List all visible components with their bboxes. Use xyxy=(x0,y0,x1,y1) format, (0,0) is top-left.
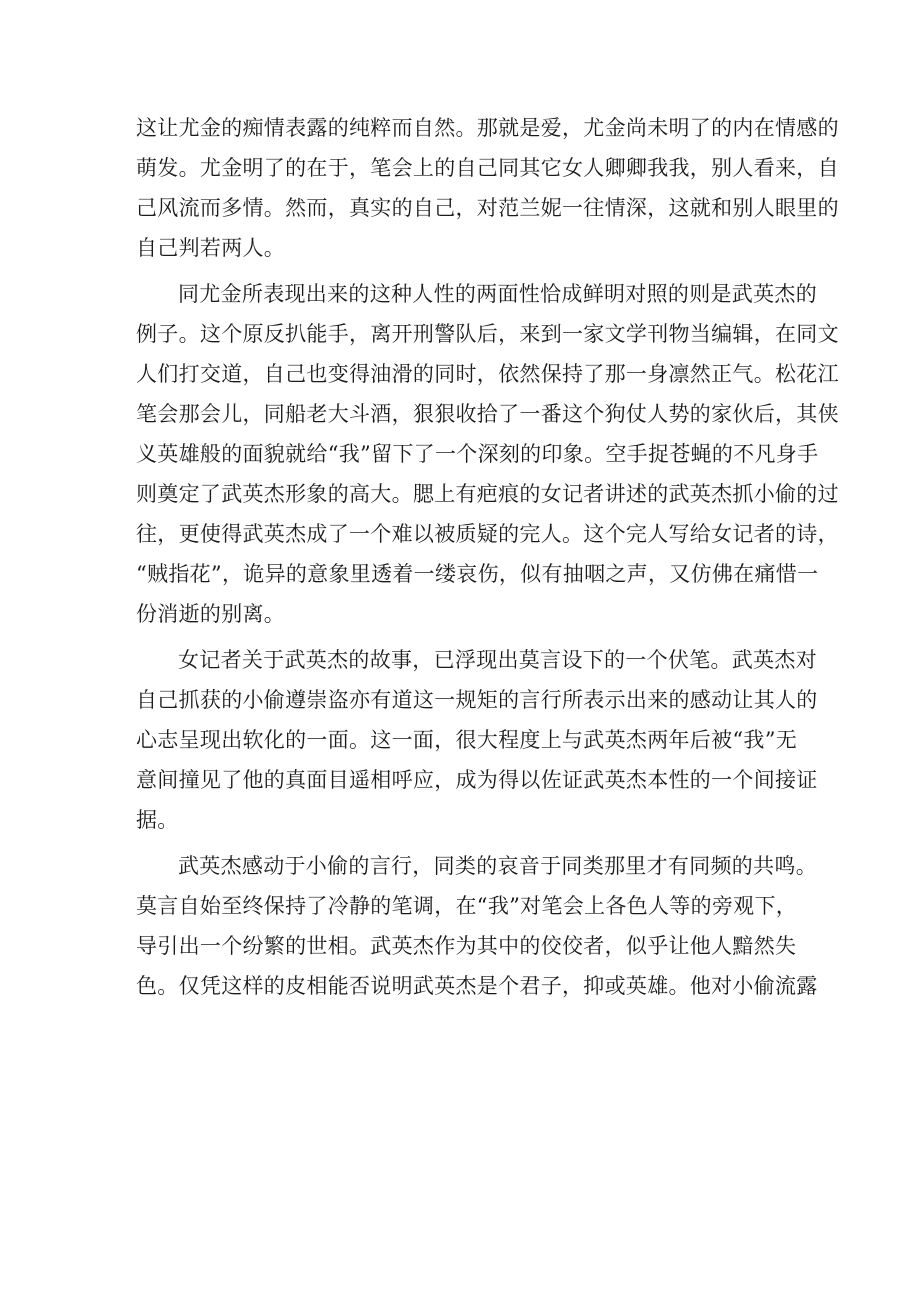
paragraph-2 xyxy=(136,274,839,634)
text-line: 份消逝的别离。 xyxy=(136,602,286,626)
paragraph-1 xyxy=(136,108,839,268)
text-line: 笔会那会儿，同船老大斗酒，狠狠收拾了一番这个狗仗人势的家伙后，其侠 xyxy=(136,402,839,426)
text-line: 据。 xyxy=(136,808,179,832)
text-line: 例子。这个原反扒能手，离开刑警队后，来到一家文学刊物当编辑，在同文 xyxy=(136,322,839,346)
text-line: 导引出一个纷繁的世相。武英杰作为其中的佼佼者，似乎让他人黯然失 xyxy=(136,934,797,958)
text-line: 萌发。尤金明了的在于，笔会上的自己同其它女人卿卿我我，别人看来，自 xyxy=(136,156,839,180)
text-line: 义英雄般的面貌就给“我”留下了一个深刻的印象。空手捉苍蝇的不凡身手 xyxy=(136,442,819,466)
text-line: 己风流而多情。然而，真实的自己，对范兰妮一往情深，这就和别人眼里的 xyxy=(136,196,839,220)
text-line: 则奠定了武英杰形象的高大。腮上有疤痕的女记者讲述的武英杰抓小偷的过 xyxy=(136,482,839,506)
text-line: 自己抓获的小偷遵崇盗亦有道这一规矩的言行所表示出来的感动让其人的 xyxy=(136,688,818,712)
text-line: 这让尤金的痴情表露的纯粹而自然。那就是爱，尤金尚未明了的内在情感的 xyxy=(136,116,839,140)
paragraph-3 xyxy=(136,640,820,840)
text-line: 意间撞见了他的真面目遥相呼应，成为得以佐证武英杰本性的一个间接证 xyxy=(136,768,818,792)
text-line: 色。仅凭这样的皮相能否说明武英杰是个君子，抑或英雄。他对小偷流露 xyxy=(136,974,818,998)
text-line: 心志呈现出软化的一面。这一面，很大程度上与武英杰两年后被“我”无 xyxy=(136,728,798,752)
text-line: 人们打交道，自己也变得油滑的同时，依然保持了那一身凛然正气。松花江 xyxy=(136,362,839,386)
text-line: 往，更使得武英杰成了一个难以被质疑的完人。这个完人写给女记者的诗， xyxy=(136,522,839,546)
paragraph-4 xyxy=(136,846,820,1006)
text-line: “贼指花”，诡异的意象里透着一缕哀伤，似有抽咽之声，又仿佛在痛惜一 xyxy=(136,562,819,586)
text-line: 武英杰感动于小偷的言行，同类的哀音于同类那里才有同频的共鸣。 xyxy=(178,854,817,878)
text-line: 同尤金所表现出来的这种人性的两面性恰成鲜明对照的则是武英杰的 xyxy=(178,282,817,306)
text-line: 女记者关于武英杰的故事，已浮现出莫言设下的一个伏笔。武英杰对 xyxy=(178,648,817,672)
text-line: 莫言自始至终保持了冷静的笔调，在“我”对笔会上各色人等的旁观下， xyxy=(136,894,798,918)
text-line: 自己判若两人。 xyxy=(136,236,286,260)
